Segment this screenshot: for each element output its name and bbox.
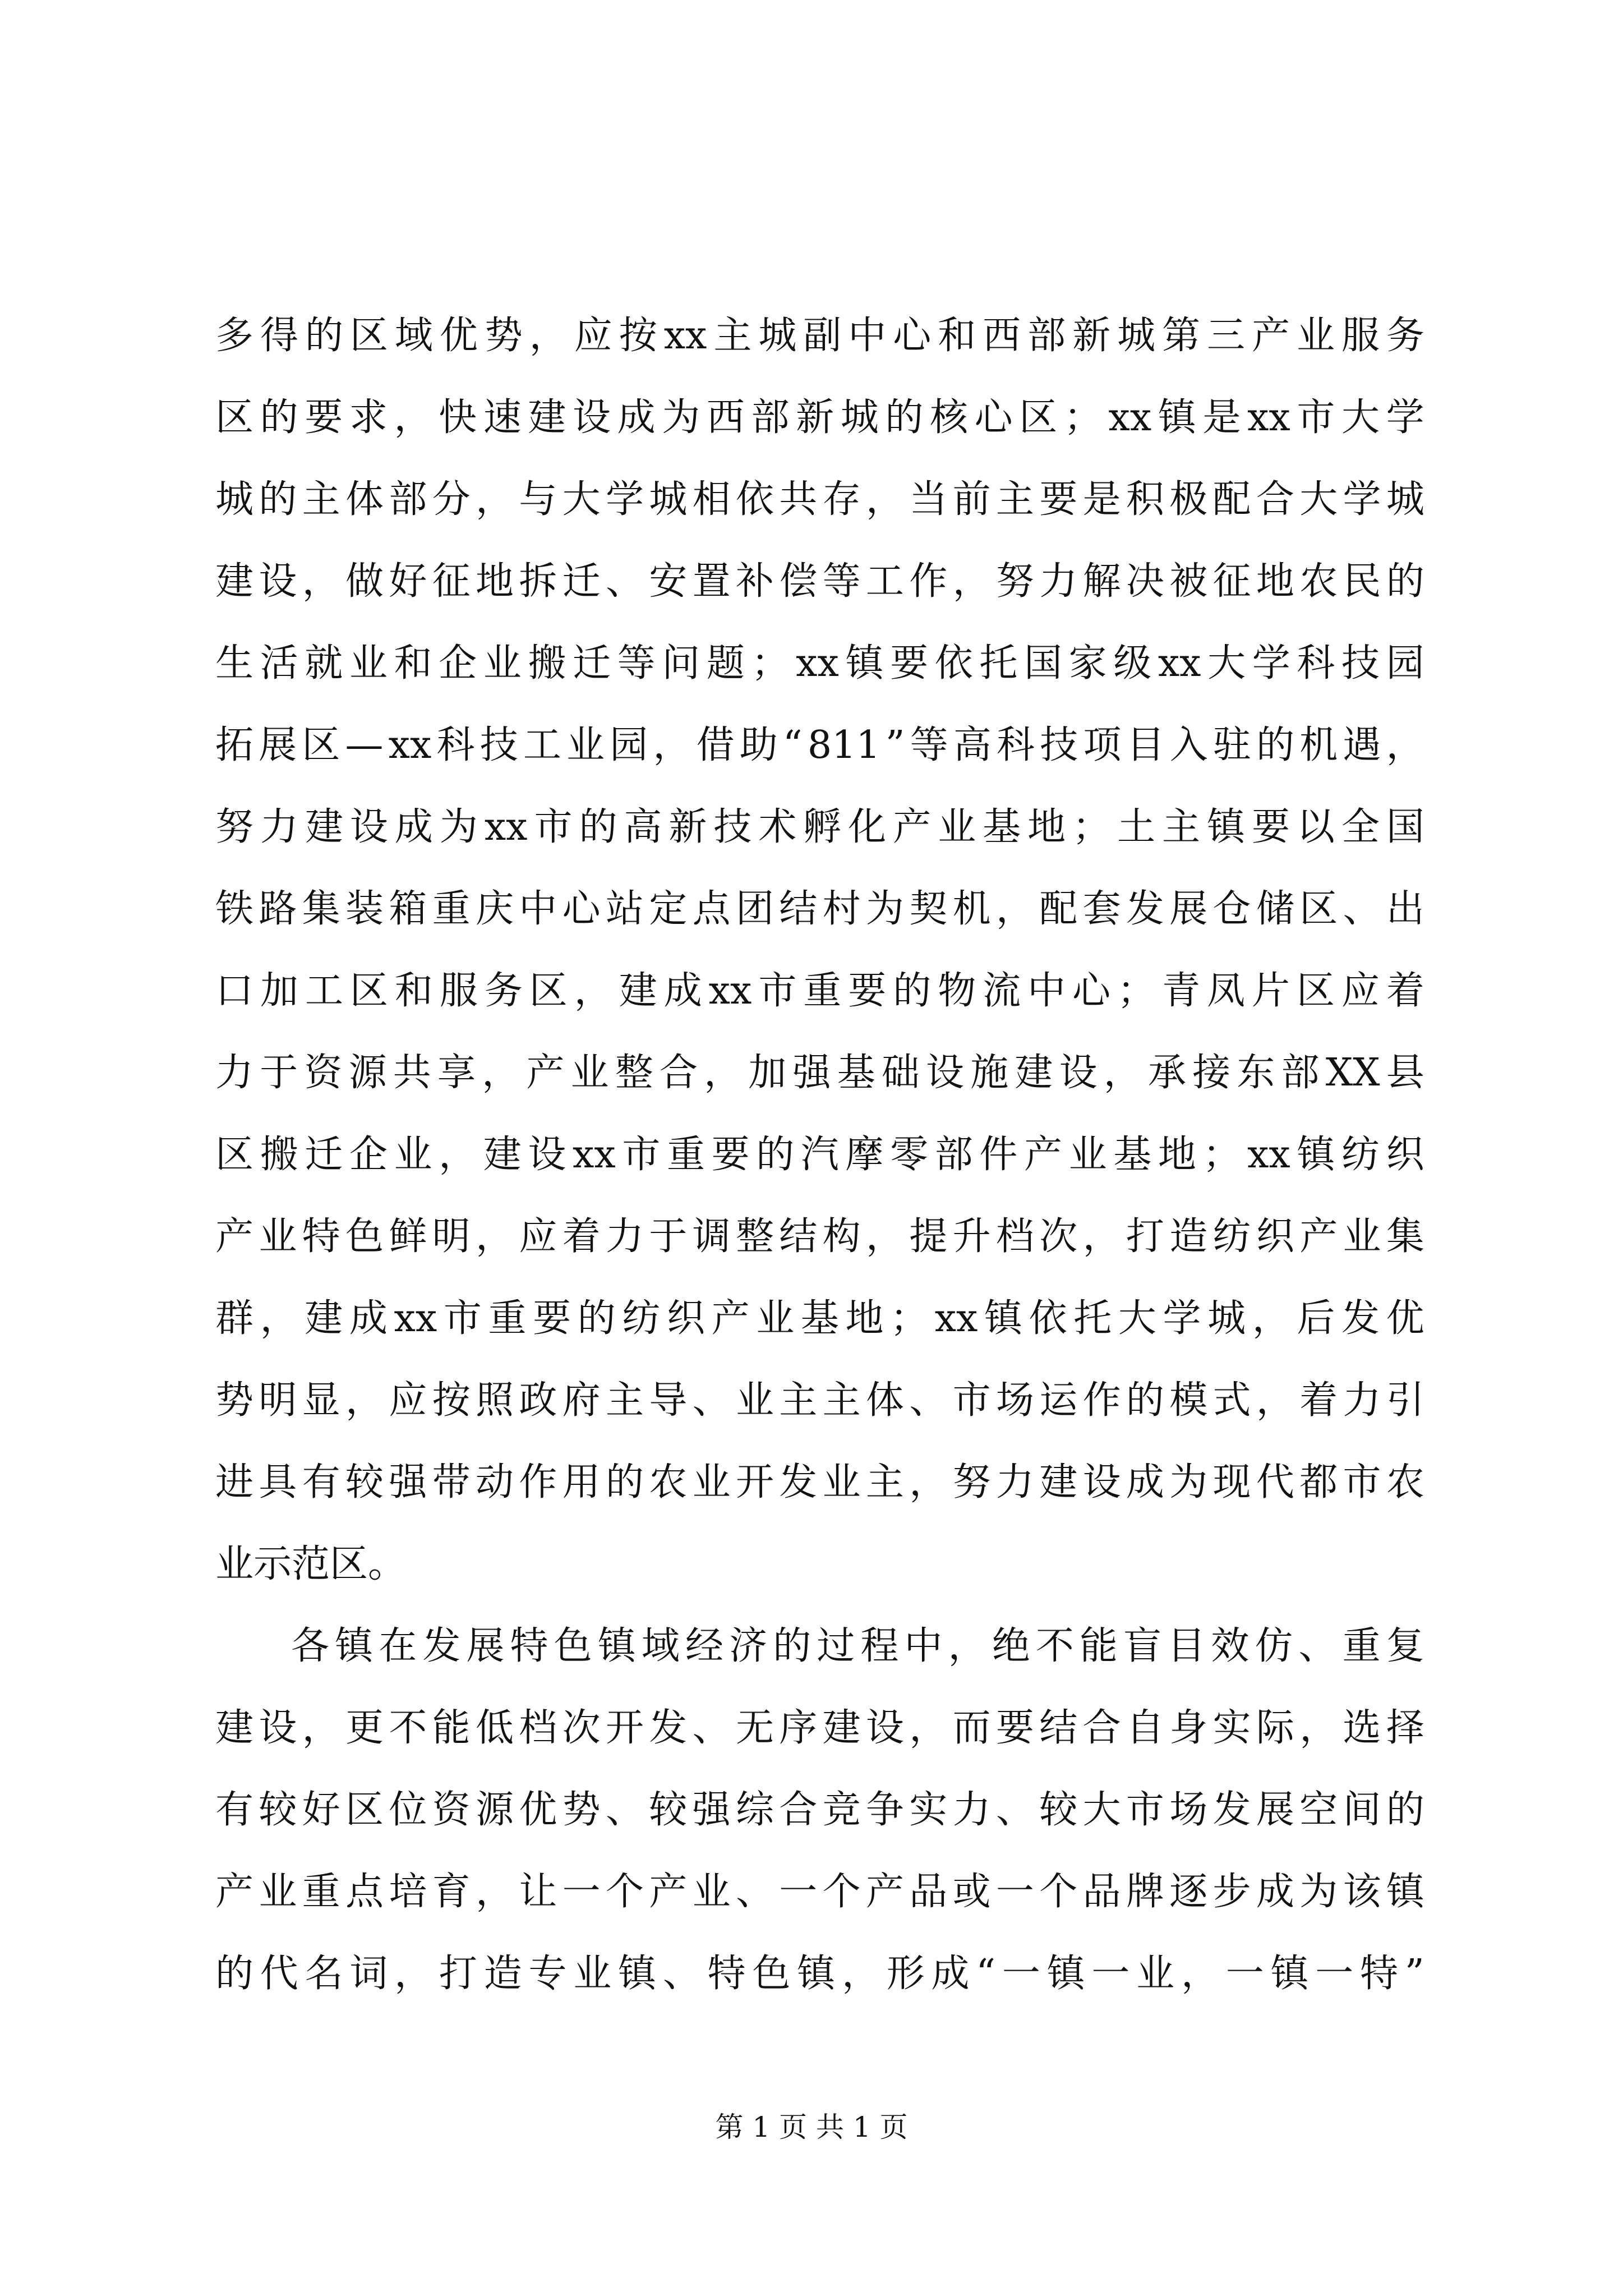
text-line: 口 加 工 区 和 服 务 区 ， 建 成 xx 市 重 要 的 物 流 中 心 ； 青 凤 片 区 应 着 — [215, 969, 1424, 1013]
text-line: 建 设 ， 更 不 能 低 档 次 开 发 、 无 序 建 设 ， 而 要 结 合 自 身 实 际 ， 选 择 — [215, 1706, 1424, 1750]
text-line: 拓 展 区 — xx 科 技 工 业 园 ， 借 助 “ 811 ” 等 高 科 技 项 目 入 驻 的 机 遇 ， — [215, 723, 1424, 767]
text-line: 产 业 特 色 鲜 明 ， 应 着 力 于 调 整 结 构 ， 提 升 档 次 ， 打 造 纺 织 产 业 集 — [215, 1214, 1424, 1259]
text-line: 各 镇 在 发 展 特 色 镇 域 经 济 的 过 程 中 ， 绝 不 能 盲 目 效 仿 、 重 复 — [291, 1624, 1424, 1668]
text-line: 产 业 重 点 培 育 ， 让 一 个 产 业 、 一 个 产 品 或 一 个 品 牌 逐 步 成 为 该 镇 — [215, 1870, 1424, 1914]
text-line: 有 较 好 区 位 资 源 优 势 、 较 强 综 合 竞 争 实 力 、 较 大 市 场 发 展 空 间 的 — [215, 1788, 1424, 1832]
text-line: 的 代 名 词 ， 打 造 专 业 镇 、 特 色 镇 ， 形 成 “ 一 镇 一 业 ， 一 镇 一 特 ” — [215, 1952, 1424, 1996]
text-line: 努 力 建 设 成 为 xx 市 的 高 新 技 术 孵 化 产 业 基 地 ； 土 主 镇 要 以 全 国 — [215, 805, 1424, 849]
text-line: 进 具 有 较 强 带 动 作 用 的 农 业 开 发 业 主 ， 努 力 建 设 成 为 现 代 都 市 农 — [215, 1460, 1424, 1504]
document-body — [215, 295, 1424, 2015]
text-line: 生 活 就 业 和 企 业 搬 迁 等 问 题 ； xx 镇 要 依 托 国 家 级 xx 大 学 科 技 园 — [215, 641, 1424, 685]
text-line: 铁 路 集 装 箱 重 庆 中 心 站 定 点 团 结 村 为 契 机 ， 配 套 发 展 仓 储 区 、 出 — [215, 887, 1424, 931]
text-line: 势 明 显 ， 应 按 照 政 府 主 导 、 业 主 主 体 、 市 场 运 作 的 模 式 ， 着 力 引 — [215, 1378, 1424, 1423]
text-line: 城 的 主 体 部 分 ， 与 大 学 城 相 依 共 存 ， 当 前 主 要 是 积 极 配 合 大 学 城 — [215, 477, 1424, 522]
text-line: 力 于 资 源 共 享 ， 产 业 整 合 ， 加 强 基 础 设 施 建 设 ， 承 接 东 部 XX 县 — [215, 1051, 1424, 1095]
text-line: 区 搬 迁 企 业 ， 建 设 xx 市 重 要 的 汽 摩 零 部 件 产 业 基 地 ； xx 镇 纺 织 — [215, 1133, 1424, 1177]
text-line: 区 的 要 求 ， 快 速 建 设 成 为 西 部 新 城 的 核 心 区 ； xx 镇 是 xx 市 大 学 — [215, 395, 1424, 440]
text-line: 多 得 的 区 域 优 势 ， 应 按 xx 主 城 副 中 心 和 西 部 新 城 第 三 产 业 服 务 — [215, 314, 1424, 358]
text-line: 建 设 ， 做 好 征 地 拆 迁 、 安 置 补 偿 等 工 作 ， 努 力 解 决 被 征 地 农 民 的 — [215, 559, 1424, 604]
text-line: 业示范区。 — [215, 1542, 407, 1586]
text-line: 群 ， 建 成 xx 市 重 要 的 纺 织 产 业 基 地 ； xx 镇 依 托 大 学 城 ， 后 发 优 — [215, 1296, 1424, 1341]
page-footer: 第 1 页 共 1 页 — [715, 2111, 908, 2143]
